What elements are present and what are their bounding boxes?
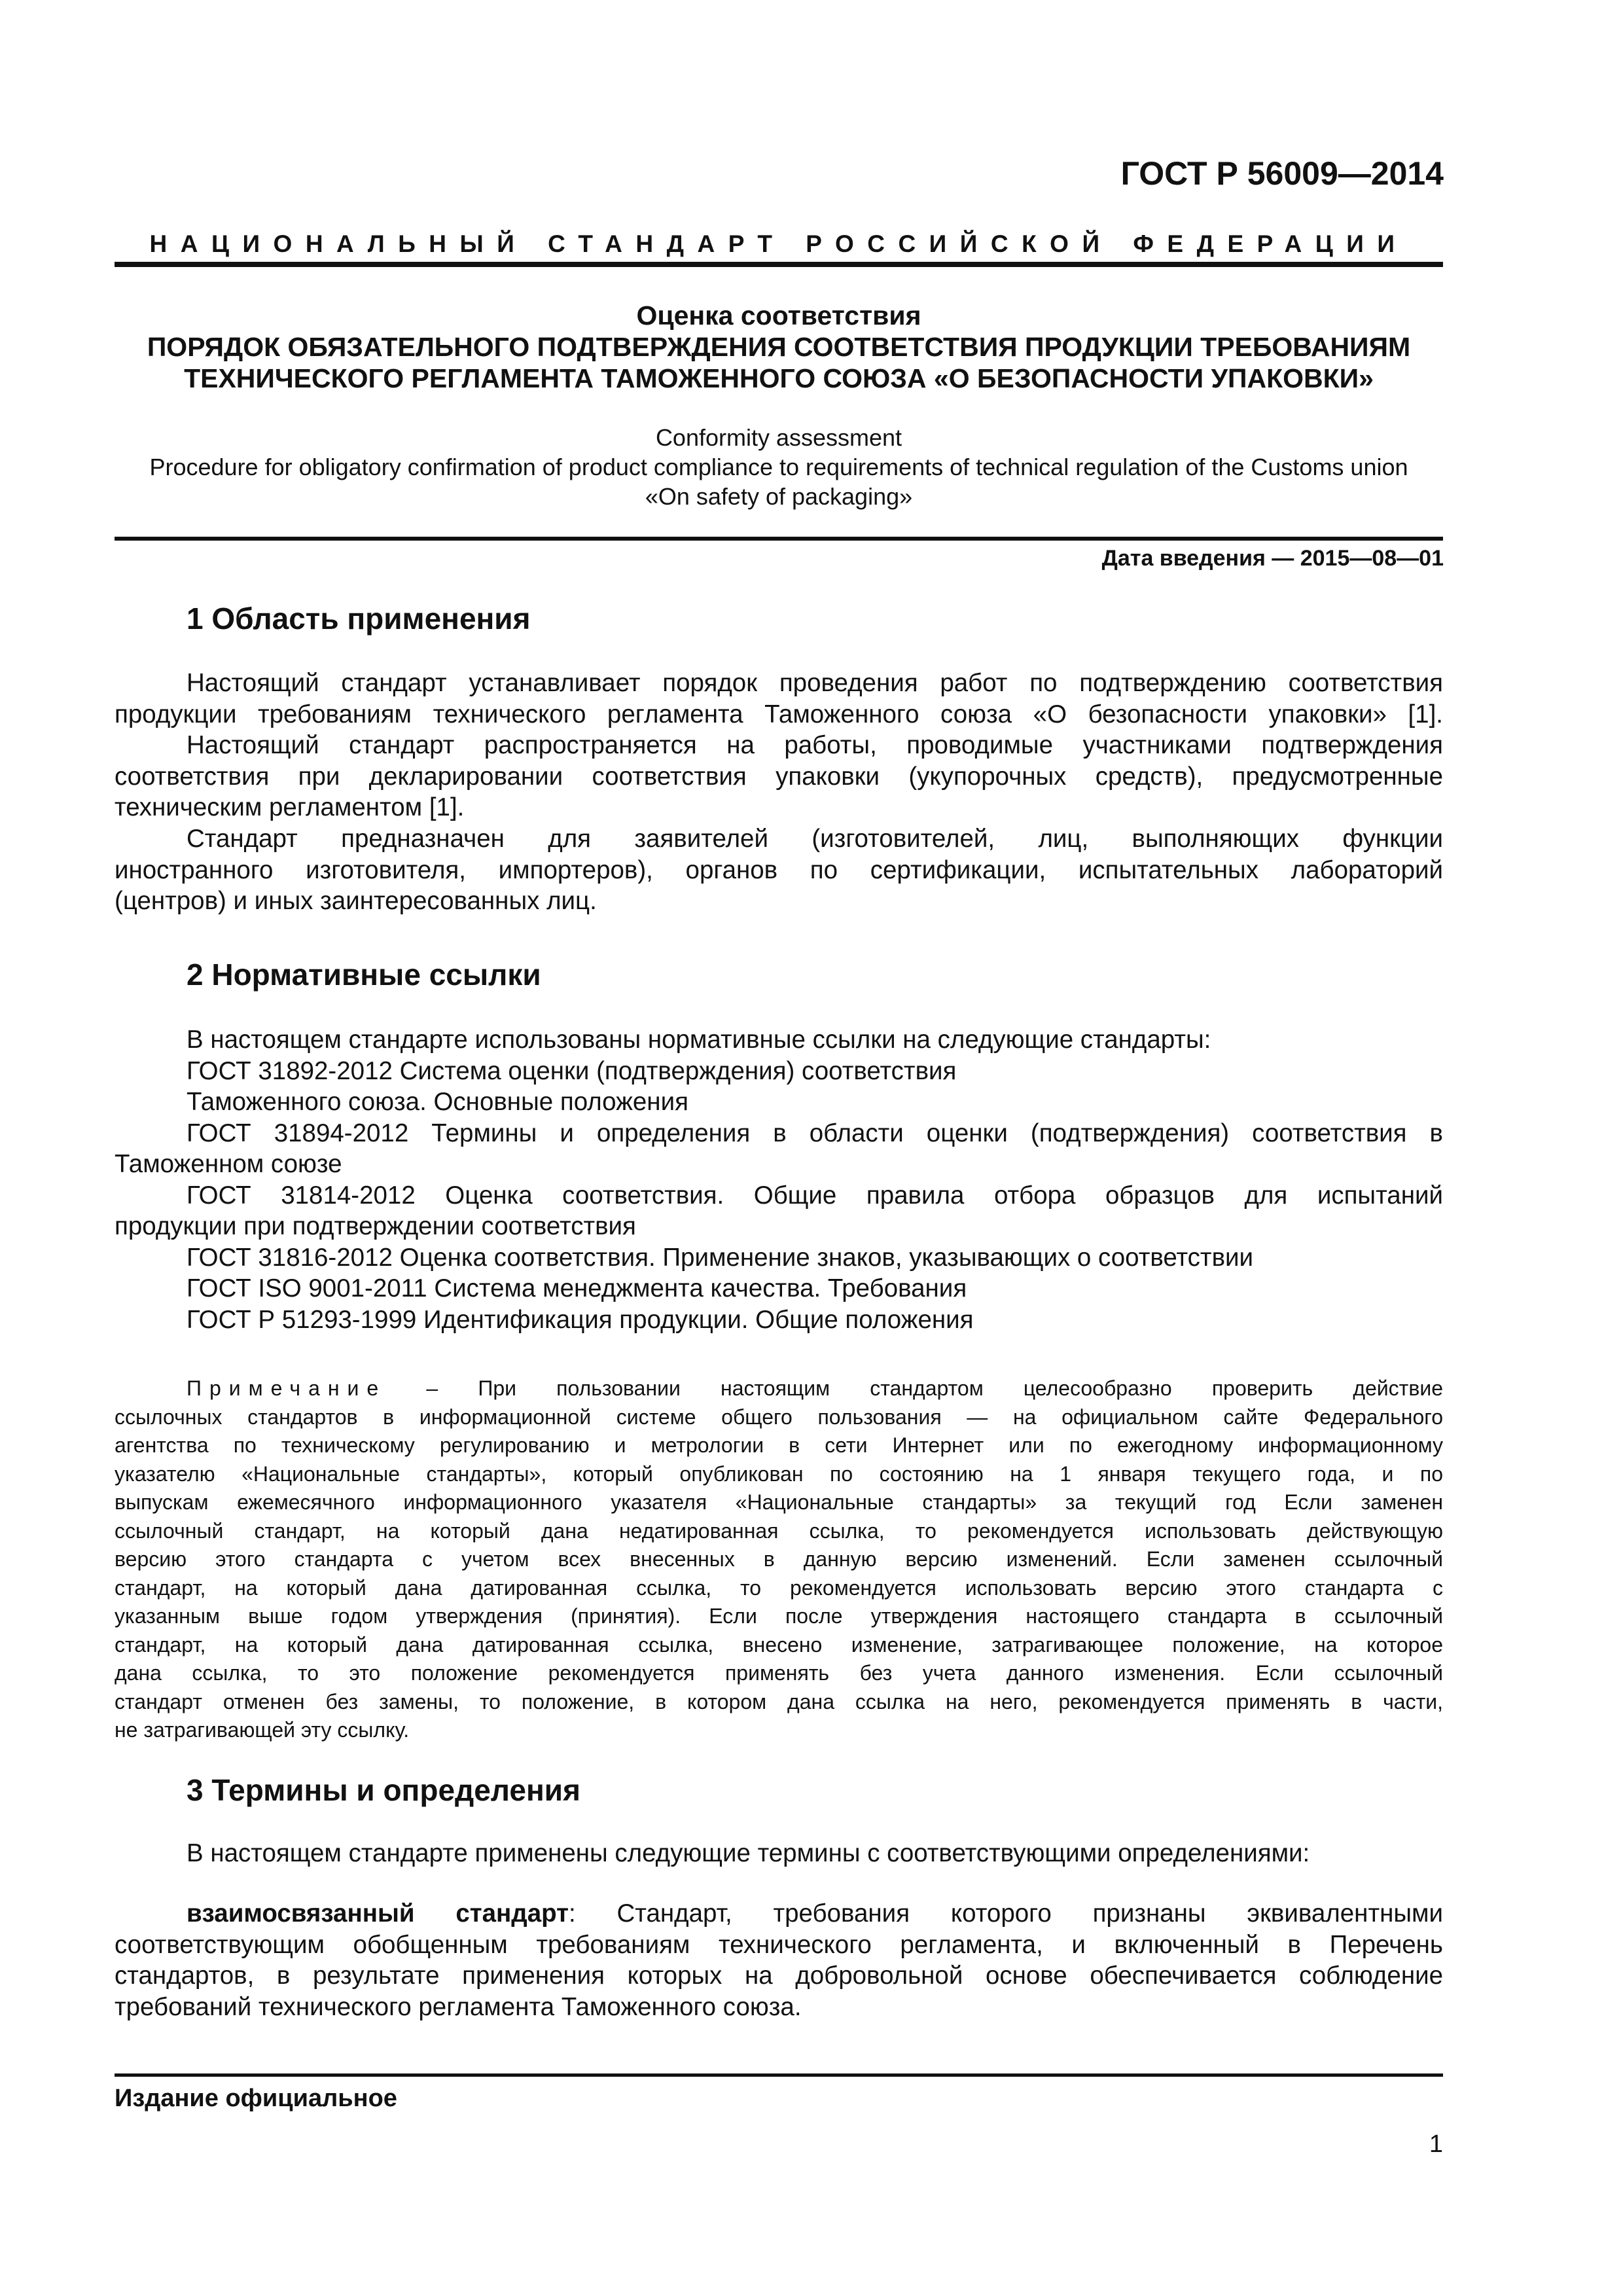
text-line: стандартов, в результате применения которых на добровольной основе обеспечивается соблюдение [115, 1962, 1443, 1990]
note-line: версию этого стандарта с учетом всех внесенных в данную версию изменений. Если заменен ссылочный [115, 1547, 1443, 1571]
text-line: Настоящий стандарт устанавливает порядок проведения работ по подтверждению соответствия [187, 669, 1443, 697]
text-line: (центров) и иных заинтересованных лиц. [115, 887, 597, 915]
note-line: стандарт, на который дана датированная ссылка, внесено изменение, затрагивающее положение, на которое [115, 1632, 1443, 1657]
note-label: Примечание [187, 1376, 387, 1400]
note-line: не затрагивающей эту ссылку. [115, 1718, 410, 1742]
reference-item: ГОСТ 31816-2012 Оценка соответствия. Применение знаков, указывающих о соответствии [187, 1243, 1254, 1272]
header-rule [115, 262, 1443, 267]
section-2-heading: 2 Нормативные ссылки [187, 958, 541, 992]
note-block [115, 1374, 1443, 1745]
text-line: В настоящем стандарте применены следующие термины с соответствующими определениями: [187, 1839, 1310, 1867]
reference-item: ГОСТ Р 51293-1999 Идентификация продукции. Общие положения [187, 1305, 974, 1334]
note-line: выпускам ежемесячного информационного указателя «Национальные стандарты» за текущий год Если заменен [115, 1490, 1443, 1514]
note-line: указателю «Национальные стандарты», который опубликован по состоянию на 1 января текущего года, и по [115, 1462, 1443, 1486]
note-line: агентства по техническому регулированию и метрологии в сети Интернет или по ежегодному информационному [115, 1433, 1443, 1457]
note-first-line [115, 1374, 1443, 1403]
note-line: указанным выше годом утверждения (принятия). Если после утверждения настоящего стандарта в ссылочный [115, 1604, 1443, 1628]
references-list [115, 1024, 1443, 1335]
organization-line: НАЦИОНАЛЬНЫЙ СТАНДАРТ РОССИЙСКОЙ ФЕДЕРАЦИИ [149, 230, 1408, 257]
term-definition [115, 1898, 1443, 2022]
title-ru-line3: ТЕХНИЧЕСКОГО РЕГЛАМЕНТА ТАМОЖЕННОГО СОЮЗА «О БЕЗОПАСНОСТИ УПАКОВКИ» [184, 363, 1374, 393]
page-number: 1 [1429, 2130, 1443, 2158]
reference-item: Таможенном союзе [115, 1150, 342, 1178]
section-1-heading: 1 Область применения [187, 601, 531, 636]
text-line: иностранного изготовителя, импортеров), органов по сертификации, испытательных лабораторий [115, 855, 1443, 884]
reference-item: ГОСТ 31892-2012 Система оценки (подтверждения) соответствия [187, 1056, 957, 1085]
text-line: В настоящем стандарте использованы нормативные ссылки на следующие стандарты: [187, 1026, 1211, 1054]
title-ru-line2: ПОРЯДОК ОБЯЗАТЕЛЬНОГО ПОДТВЕРЖДЕНИЯ СООТВЕТСТВИЯ ПРОДУКЦИИ ТРЕБОВАНИЯМ [147, 332, 1411, 362]
definition-first-line [115, 1898, 1443, 1929]
note-line: ссылочных стандартов в информационной системе общего пользования — на официальном сайте Федерального [115, 1405, 1443, 1429]
note-line: дана ссылка, то это положение рекомендуется применять без учета данного изменения. Если ссылочный [115, 1661, 1443, 1685]
title-rule [115, 537, 1443, 541]
title-en-line1: Conformity assessment [655, 424, 902, 451]
title-en-line3: «On safety of packaging» [645, 483, 913, 510]
official-edition-label: Издание официальное [115, 2085, 397, 2112]
reference-item: ГОСТ 31894-2012 Термины и определения в области оценки (подтверждения) соответствия в [187, 1119, 1443, 1147]
section-3-intro [115, 1838, 1443, 1869]
title-en [115, 423, 1443, 511]
title-ru-line1: Оценка соответствия [636, 300, 921, 331]
section-1-paragraph-1 [115, 668, 1443, 730]
footer-rule [115, 2073, 1443, 2077]
reference-item: продукции при подтверждении соответствия [115, 1212, 636, 1240]
section-3-heading: 3 Термины и определения [187, 1773, 580, 1807]
text-line: продукции требованиям технического регламента Таможенного союза «О безопасности упаковки» [1]. [115, 700, 1443, 728]
reference-item: ГОСТ 31814-2012 Оценка соответствия. Общие правила отбора образцов для испытаний [187, 1181, 1443, 1210]
definition-text: : Стандарт, требования которого признаны эквивалентными [568, 1899, 1443, 1928]
note-line: стандарт, на который дана датированная ссылка, то рекомендуется использовать версию этого стандарта с [115, 1575, 1443, 1600]
title-en-line2: Procedure for obligatory confirmation of product compliance to requirements of technical regulation of the Customs union [149, 454, 1408, 480]
text-line: техническим регламентом [1]. [115, 793, 465, 821]
note-line: ссылочный стандарт, на который дана недатированная ссылка, то рекомендуется использовать действующую [115, 1518, 1443, 1543]
text-line: соответствующим обобщенным требованиям технического регламента, и включенный в Перечень [115, 1930, 1443, 1959]
text-line: Настоящий стандарт распространяется на работы, проводимые участниками подтверждения [187, 731, 1443, 759]
text-line: Стандарт предназначен для заявителей (изготовителей, лиц, выполняющих функции [187, 825, 1443, 853]
text-line: требований технического регламента Таможенного союза. [115, 1992, 802, 2021]
term: взаимосвязанный стандарт [187, 1899, 569, 1928]
section-1-paragraph-3 [115, 823, 1443, 917]
title-ru [115, 300, 1443, 394]
reference-item: ГОСТ ISO 9001-2011 Система менеджмента качества. Требования [187, 1274, 967, 1302]
note-line: стандарт отменен без замены, то положение, в котором дана ссылка на него, рекомендуется применять в части, [115, 1689, 1443, 1713]
section-1-paragraph-2 [115, 730, 1443, 823]
document-designation: ГОСТ Р 56009—2014 [1120, 155, 1444, 192]
text-line: соответствия при декларировании соответствия упаковки (укупорочных средств), предусмотренные [115, 762, 1443, 791]
introduction-date: Дата введения — 2015—08—01 [1101, 546, 1444, 571]
reference-item: Таможенного союза. Основные положения [187, 1088, 688, 1116]
note-text: – При пользовании настоящим стандартом целесообразно проверить действие [386, 1376, 1443, 1400]
